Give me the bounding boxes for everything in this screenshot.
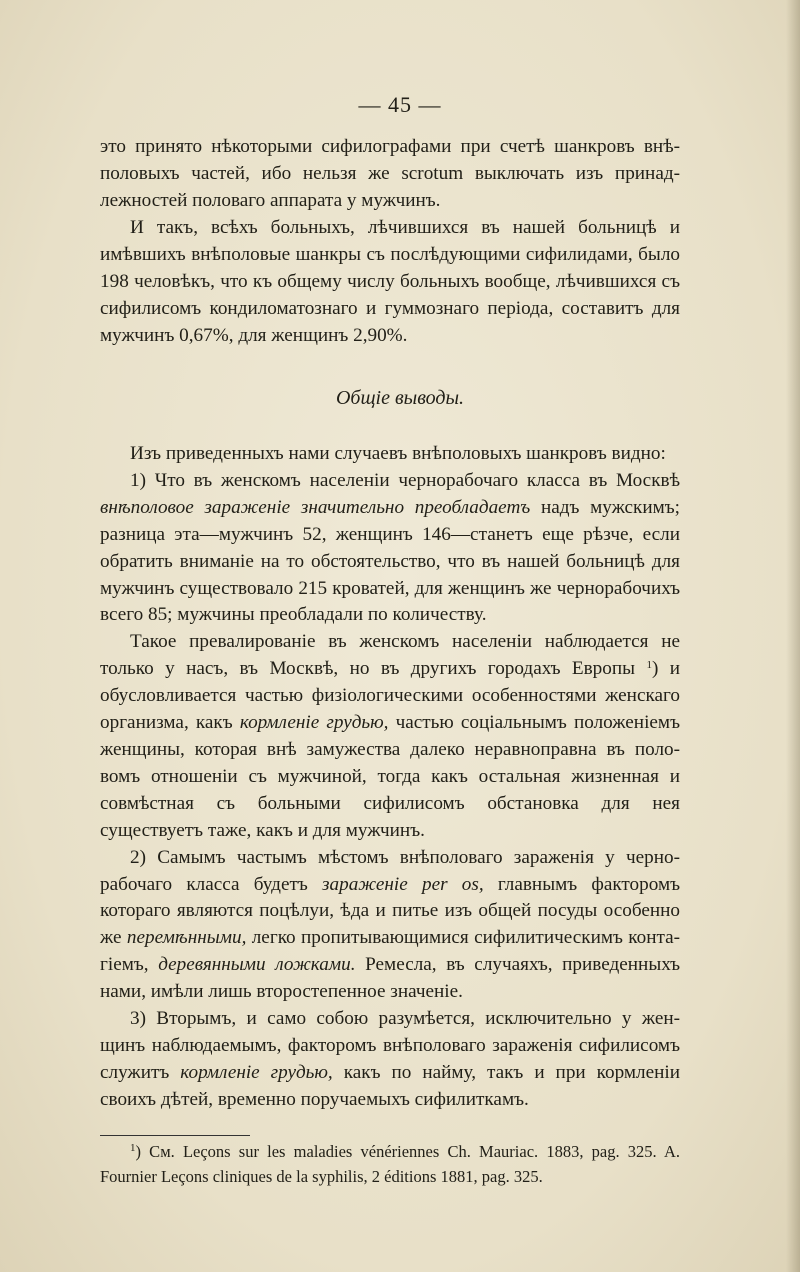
conclusion-item-1: 1) Что въ женскомъ населеніи чернорабочаго класса въ Москвѣ внѣполовое зараженіе значительно преобладаетъ надъ мужскимъ; разница эта—мужчинъ 52, женщинъ 146—станетъ еще рѣзче, если обратить вниманіе на то обстоятельство, что въ нашей больницѣ для мужчинъ существовало 215 кроватей, для женщинъ же чернорабочихъ всего 85; мужчины преобладали по количеству. [100,469,680,626]
emphasis: деревянными ложками. [158,954,356,976]
emphasis: зараженіе per os, [322,873,484,895]
conclusions-intro: Изъ приведенныхъ нами случаевъ внѣполовыхъ шанкровъ видно: [130,443,666,464]
page-edge-shadow [786,0,800,1272]
emphasis: кормленіе грудью, [180,1061,333,1083]
emphasis: кормленіе грудью, [239,712,389,734]
footnote-text: ) См. Leçons sur les maladies vénériennes Ch. Mauriac. 1883, pag. 325. A. Fournier Leçons cliniques de la syphilis, 2 éditions 1881, pag. 325. [100,1142,680,1186]
emphasis: внѣполовое зараженіе значительно преобладаетъ [100,496,531,518]
paragraph-continuation [100,134,680,215]
footnote-mark: 1 [130,1142,136,1154]
page-number: — 45 — [358,92,442,117]
conclusion-item-1-continued: Такое превалированіе въ женскомъ населеніи наблюдается не только у насъ, въ Москвѣ, но въ другихъ городахъ Европы $^1$) и обусловливается частью физіологическими особенностями женскаго организма, какъ кормленіе грудью, частью соціальнымъ положеніемъ женщины, которая внѣ замужества далеко неравноправна въ поло-вомъ отношеніи съ мужчиной, тогда какъ остальная жизненная и совмѣстная съ больными сифилисомъ обстановка для нея существуетъ таже, какъ и для мужчинъ. [100,631,680,841]
conclusion-item-3: 3) Вторымъ, и само собою разумѣется, исключительно у жен-щинъ наблюдаемымъ, факторомъ внѣполоваго зараженія сифилисомъ служитъ кормленіе грудью, какъ по найму, такъ и при кормленіи своихъ дѣтей, временно поручаемыхъ сифилиткамъ. [100,1008,681,1110]
footnote-divider [100,1135,250,1136]
conclusions-section [100,441,680,1114]
footnote [100,1139,680,1189]
section-heading: Общіе выводы. [335,387,465,409]
paragraph-statistics [100,215,680,350]
paragraph: И такъ, всѣхъ больныхъ, лѣчившихся въ нашей больницѣ и имѣвшихъ внѣполовые шанкры съ послѣдующими сифилидами, было 198 человѣкъ, что къ общему числу больныхъ вообще, лѣчившихся съ сифилисомъ кондиломатознаго и гуммознаго періода, составитъ для мужчинъ 0,67%, для женщинъ 2,90%. [100,217,680,346]
emphasis: перемѣнными, [126,927,247,949]
footnote-reference[interactable]: 1 [646,659,652,672]
conclusion-item-2: 2) Самымъ частымъ мѣстомъ внѣполоваго зараженія у черно-рабочаго класса будетъ зараженіе per os, главнымъ факторомъ котораго являются поцѣлуи, ѣда и питье изъ общей посуды особенно же перемѣнными, легко пропитывающимися сифилитическимъ конта-гіемъ, деревянными ложками. Ремесла, въ случаяхъ, приведенныхъ нами, имѣли лишь второстепенное значеніе. [100,846,681,1003]
paragraph: это принято нѣкоторыми сифилографами при счетѣ шанкровъ внѣ-половыхъ частей, ибо нельзя же scrotum выключать изъ принад-лежностей половаго аппарата у мужчинъ. [100,136,680,211]
